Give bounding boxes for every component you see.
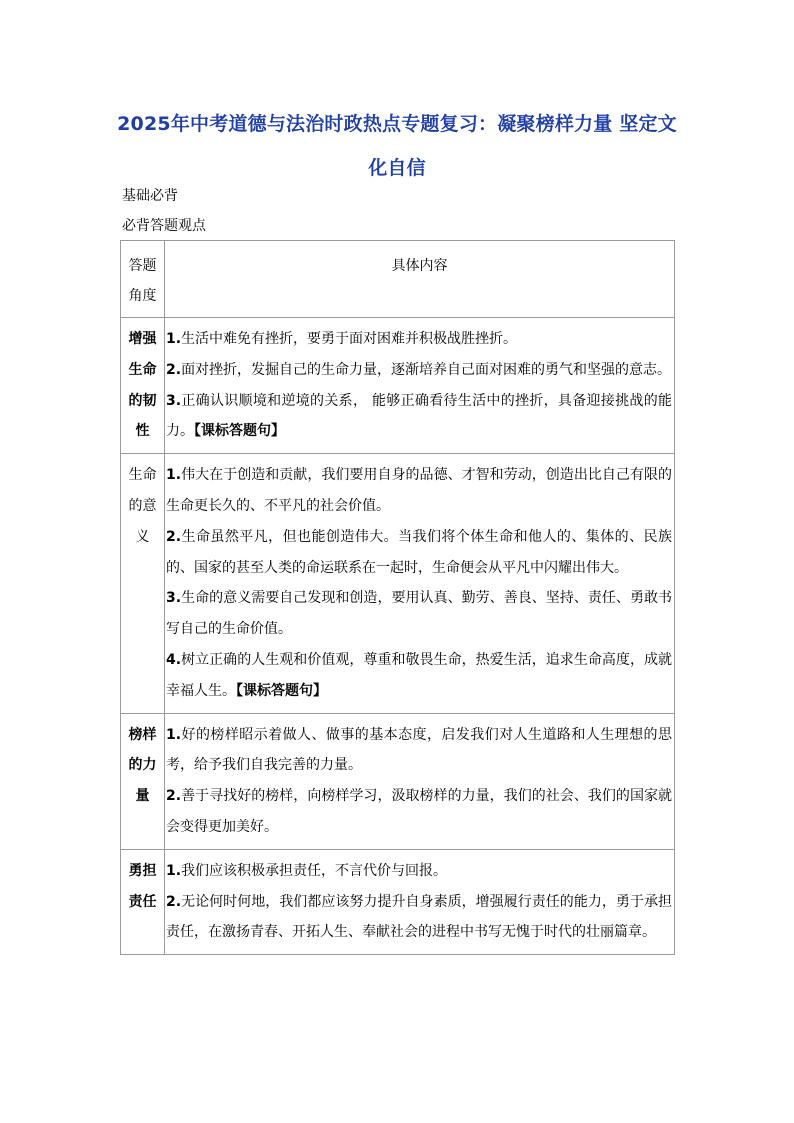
item-number: 1. — [166, 726, 182, 743]
standard-answer-tag: 【课标答题句】 — [194, 423, 285, 440]
title-line-1: 2025年中考道德与法治时政热点专题复习：凝聚榜样力量 坚定文 — [117, 113, 677, 135]
angle-cell — [121, 849, 165, 954]
list-item — [165, 386, 674, 448]
item-number: 2. — [166, 361, 182, 378]
angle-line: 量 — [135, 788, 150, 805]
list-item — [165, 856, 674, 887]
table-row — [121, 713, 675, 849]
angle-cell — [121, 454, 165, 713]
item-number: 2. — [166, 788, 182, 805]
document-title — [100, 102, 694, 190]
angle-line: 的力 — [128, 757, 157, 774]
angle-cell — [121, 318, 165, 454]
list-item — [165, 460, 674, 522]
angle-line: 生命 — [128, 467, 157, 484]
table-row — [121, 318, 675, 454]
title-line-2: 化自信 — [368, 157, 426, 179]
content-cell — [165, 454, 675, 713]
table-row — [121, 454, 675, 713]
item-text: 好的榜样昭示着做人、做事的基本态度，启发我们对人生道路和人生理想的思考，给予我们自我完善的力量。 — [166, 726, 672, 774]
header-angle-cell — [121, 241, 165, 318]
item-number: 3. — [166, 392, 182, 409]
item-text: 树立正确的人生观和价值观，尊重和敬畏生命，热爱生活，追求生命高度，成就幸福人生。 — [166, 651, 672, 699]
table-row — [121, 849, 675, 954]
angle-line: 责任 — [128, 893, 157, 910]
list-item — [165, 522, 674, 584]
item-text: 生命虽然平凡，但也能创造伟大。当我们将个体生命和他人的、集体的、民族的、国家的甚至人类的命运联系在一起时，生命便会从平凡中闪耀出伟大。 — [166, 528, 672, 576]
section-heading-basics: 基础必背 — [122, 188, 178, 204]
item-text: 伟大在于创造和贡献，我们要用自身的品德、才智和劳动，创造出比自己有限的生命更长久的、不平凡的社会价值。 — [166, 467, 672, 514]
item-number: 4. — [166, 651, 182, 668]
item-text: 正确认识顺境和逆境的关系， 能够正确看待生活中的挫折，具备迎接挑战的能力。 — [166, 392, 672, 440]
list-item — [165, 645, 674, 707]
list-item — [165, 583, 674, 645]
content-cell — [165, 713, 675, 849]
item-number: 2. — [166, 528, 182, 545]
section-heading-key-points: 必背答题观点 — [122, 218, 206, 234]
item-number: 3. — [166, 590, 182, 607]
angle-line: 义 — [135, 528, 150, 545]
item-text: 善于寻找好的榜样，向榜样学习，汲取榜样的力量，我们的社会、我们的国家就会变得更加美好。 — [166, 788, 672, 835]
item-text: 生命的意义需要自己发现和创造，要用认真、勤劳、善良、坚持、责任、勇敢书写自己的生命价值。 — [166, 590, 672, 638]
angle-line: 榜样 — [128, 726, 157, 743]
item-number: 1. — [166, 862, 182, 879]
angle-line: 的意 — [128, 497, 157, 514]
item-number: 1. — [166, 467, 182, 484]
list-item — [165, 781, 674, 843]
header-content-cell: 具体内容 — [165, 241, 675, 318]
table-header-row — [121, 241, 675, 318]
list-item — [165, 324, 674, 355]
item-number: 2. — [166, 893, 182, 910]
key-points-table — [120, 240, 675, 955]
item-text: 我们应该积极承担责任，不言代价与回报。 — [181, 862, 448, 879]
content-cell — [165, 849, 675, 954]
standard-answer-tag: 【课标答题句】 — [236, 682, 327, 699]
angle-line: 增强 — [128, 331, 157, 347]
header-angle-line-2: 角度 — [128, 288, 157, 304]
item-text: 生活中难免有挫折，要勇于面对困难并积极战胜挫折。 — [181, 331, 518, 347]
content-cell — [165, 318, 675, 454]
angle-line: 生命 — [128, 361, 157, 378]
list-item — [165, 887, 674, 949]
angle-line: 勇担 — [128, 862, 157, 879]
list-item — [165, 720, 674, 782]
angle-line: 性 — [135, 423, 150, 440]
angle-cell — [121, 713, 165, 849]
item-number: 1. — [166, 331, 182, 347]
item-text: 无论何时何地，我们都应该努力提升自身素质，增强履行责任的能力，勇于承担责任，在激扬青春、开拓人生、奉献社会的进程中书写无愧于时代的壮丽篇章。 — [166, 893, 672, 941]
list-item — [165, 355, 674, 386]
item-text: 面对挫折，发掘自己的生命力量，逐渐培养自己面对困难的勇气和坚强的意志。 — [181, 361, 672, 378]
angle-line: 的韧 — [128, 392, 157, 409]
header-angle-line-1: 答题 — [128, 258, 157, 274]
